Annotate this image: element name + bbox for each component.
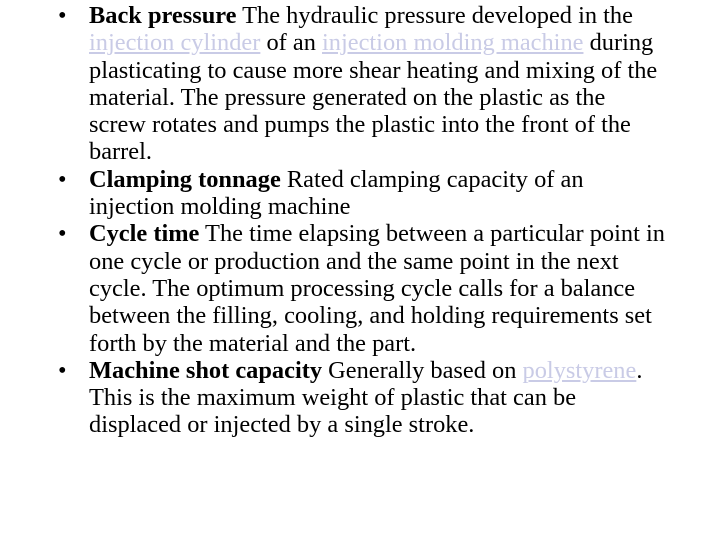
definition-text: Generally based on: [322, 356, 523, 384]
glossary-item-clamping-tonnage: [58, 166, 668, 221]
definition-text: during plasticating to cause more shear heating and mixing of the material. The pressure generated on the plastic as the screw rotates and pumps the plastic into the front of the barrel.: [89, 29, 658, 166]
term-label: Machine shot capacity: [89, 356, 323, 384]
definition-text: of an: [260, 29, 322, 57]
link-injection-cylinder[interactable]: injection cylinder: [89, 29, 261, 57]
glossary-item-cycle-time: [58, 220, 668, 356]
link-injection-molding-machine[interactable]: injection molding machine: [322, 29, 584, 57]
term-label: Clamping tonnage: [89, 165, 281, 193]
term-label: Cycle time: [89, 220, 200, 248]
bullet-icon: •: [58, 165, 67, 193]
glossary-item-back-pressure: [58, 2, 668, 166]
term-label: Back pressure: [89, 2, 237, 29]
bullet-icon: •: [58, 220, 67, 248]
definition-text: The hydraulic pressure developed in the: [236, 2, 633, 29]
definition-text: The time elapsing between a particular point in one cycle or production and the same point in the next cycle. The optimum processing cycle calls for a balance between the filling, cooling, and holding requirements set forth by the material and the part.: [89, 220, 665, 357]
glossary-item-machine-shot-capacity: [58, 357, 668, 439]
bullet-icon: •: [58, 356, 67, 384]
link-polystyrene[interactable]: polystyrene: [522, 356, 637, 384]
glossary-bullet-list: [58, 2, 668, 439]
bullet-icon: •: [58, 2, 67, 29]
definition-text: . This is the maximum weight of plastic that can be displaced or injected by a single stroke.: [89, 356, 643, 439]
definition-text: Rated clamping capacity of an injection molding machine: [89, 165, 584, 221]
